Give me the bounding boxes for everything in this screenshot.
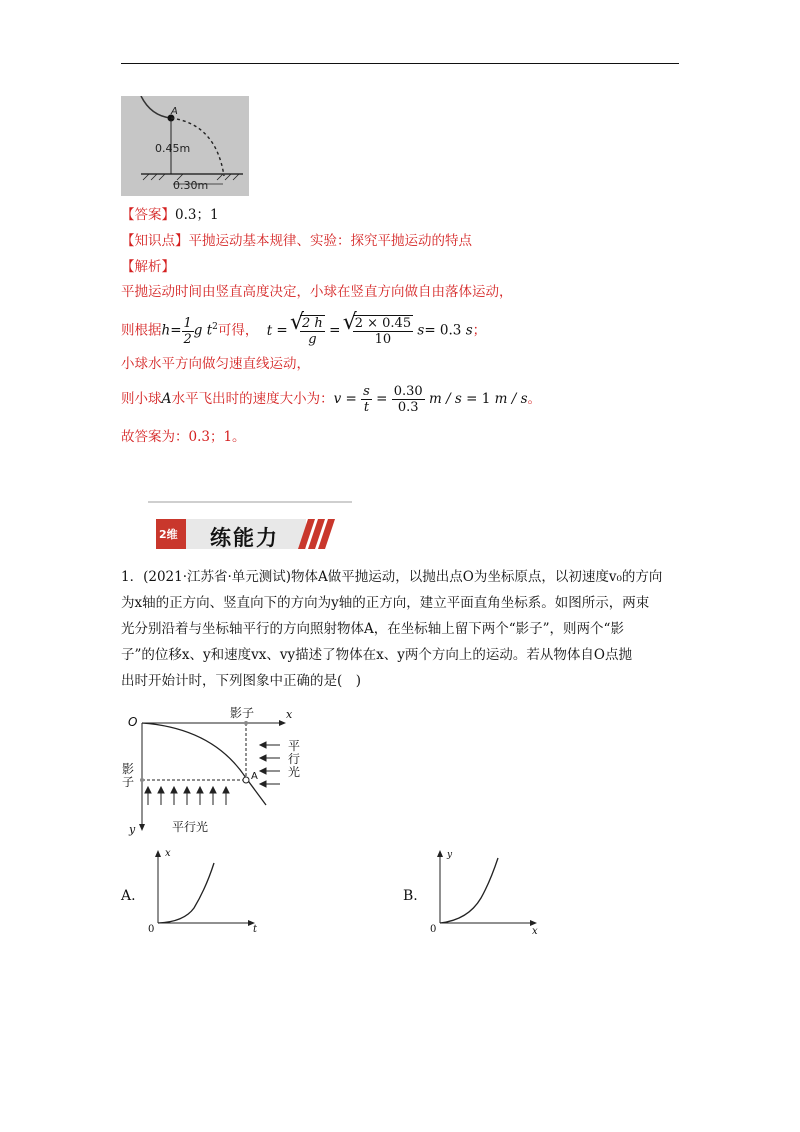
shadow-top-label: 影子 xyxy=(230,706,255,720)
projectile-photo xyxy=(121,96,249,196)
option-a-x-label: t xyxy=(253,924,258,935)
analysis-line-2: 则根据h= $\frac{1}{2}$ g $t^2$可得， t = √ $\frac{2 h}{g}$ = √ $\frac{2 \times 0.45}{10}$ s= 0.3 s； xyxy=(121,314,486,347)
point-a-label-2: A xyxy=(251,771,258,782)
line2-end: ； xyxy=(472,322,487,339)
answer-line xyxy=(121,206,219,224)
line4-end: 。 xyxy=(527,391,542,407)
analysis-line-3: 小球水平方向做匀速直线运动， xyxy=(121,356,310,372)
line4-prefix: 则小球 xyxy=(121,391,162,407)
parallel-light-right-label: 平 行 光 xyxy=(288,739,301,779)
origin-label: O xyxy=(128,715,138,729)
option-a-origin: 0 xyxy=(148,924,155,935)
formula-h: h xyxy=(161,322,171,339)
knowledge-line xyxy=(121,232,472,250)
option-b-y-label: y xyxy=(447,850,453,860)
option-b-label[interactable]: B. xyxy=(403,888,418,904)
parallel-light-bottom-label: 平行光 xyxy=(172,820,209,834)
question-line-1: 1．(2021·江苏省·单元测试)物体A做平抛运动，以抛出点O为坐标原点，以初速度v₀的方向 xyxy=(121,569,663,585)
analysis-line-5: 故答案为：0.3；1。 xyxy=(121,429,246,445)
knowledge-text: 平抛运动基本规律、实验：探究平抛运动的特点 xyxy=(188,233,472,249)
height-label: 0.45m xyxy=(155,142,191,155)
option-a-label[interactable]: A. xyxy=(121,888,136,904)
question-line-5: 出时开始计时，下列图象中正确的是( ) xyxy=(121,673,362,689)
option-a-y-label: x xyxy=(165,848,171,859)
question-line-3: 光分别沿着与坐标轴平行的方向照射物体A，在坐标轴上留下两个“影子”，则两个“影 xyxy=(121,621,624,637)
line2-prefix: 则根据 xyxy=(121,322,162,339)
line2-mid: 可得， xyxy=(217,322,259,339)
formula-sqrt1: √ $\frac{2 h}{g}$ xyxy=(300,315,325,347)
formula-half: $\frac{1}{2}$ xyxy=(183,315,192,347)
width-label: 0.30m xyxy=(173,179,209,192)
option-b-origin: 0 xyxy=(430,924,437,935)
question-line-2: 为x轴的正方向、竖直向下的方向为y轴的正方向，建立平面直角坐标系。如图所示，两束 xyxy=(121,595,650,611)
line4-mid: 水平飞出时的速度大小为： xyxy=(171,391,334,407)
shadow-diagram-svg xyxy=(118,700,308,840)
header-rule xyxy=(121,63,679,64)
analysis-line-4: 则小球A水平飞出时的速度大小为：v = $\frac{s}{t}$ = $\frac{0.30}{0.3}$ m / s = 1 m / s。 xyxy=(121,384,542,415)
formula-sqrt2: √ $\frac{2 \times 0.45}{10}$ xyxy=(353,315,413,347)
option-a-svg xyxy=(144,848,264,938)
knowledge-tag: 【知识点】 xyxy=(121,233,189,249)
shadow-diagram xyxy=(118,700,308,840)
section-title: 练能力 xyxy=(210,526,279,550)
shadow-left-label: 影 子 xyxy=(122,762,135,789)
analysis-line-1: 平抛运动时间由竖直高度决定，小球在竖直方向做自由落体运动， xyxy=(121,284,513,300)
answer-tag: 【答案】 xyxy=(121,207,175,223)
answer-value: 0.3；1 xyxy=(175,207,219,223)
section-badge: 2维 xyxy=(159,528,178,541)
point-a-label: A xyxy=(171,106,178,117)
option-b-graph[interactable] xyxy=(426,848,546,938)
x-axis-label: x xyxy=(286,708,293,721)
analysis-tag: 【解析】 xyxy=(121,259,175,275)
option-b-svg xyxy=(426,848,546,938)
question-line-4: 子”的位移x、y和速度vx、vy描述了物体在x、y两个方向上的运动。若从物体自O点抛 xyxy=(121,647,632,663)
y-axis-label: y xyxy=(129,823,136,836)
section-banner xyxy=(148,501,352,549)
option-a-graph[interactable] xyxy=(144,848,264,938)
option-b-x-label: x xyxy=(532,926,538,937)
